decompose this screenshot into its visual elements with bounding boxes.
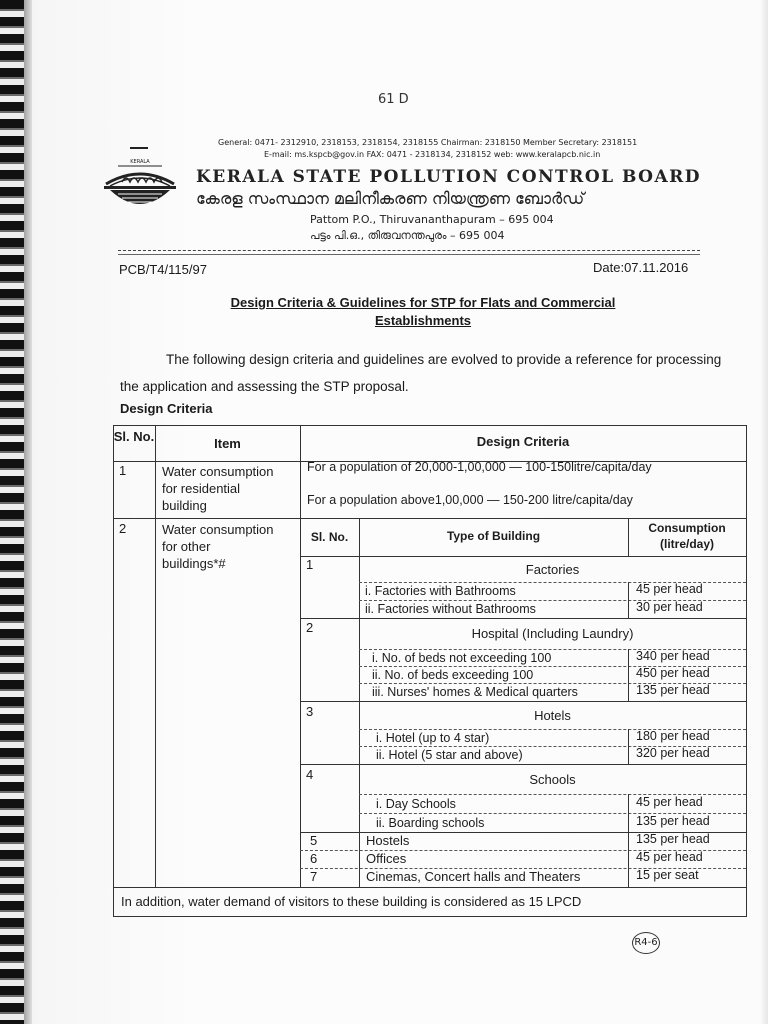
building-type: ii. Hotel (5 star and above): [376, 748, 523, 762]
row2-item: [162, 521, 274, 572]
consumption-value: 135 per head: [636, 814, 710, 828]
building-type: iii. Nurses' homes & Medical quarters: [372, 685, 578, 699]
sub-header-consumption-l1: Consumption: [648, 521, 726, 535]
building-type: ii. Factories without Bathrooms: [365, 602, 536, 616]
consumption-value: 450 per head: [636, 666, 710, 680]
row1-criteria-1: For a population of 20,000-1,00,000 — 100-150litre/capita/day: [307, 460, 652, 474]
contact-line-1: General: 0471- 2312910, 2318153, 2318154, 2318155 Chairman: 2318150 Member Secretary: 2318151: [218, 138, 638, 147]
row1-criteria-2: For a population above1,00,000 — 150-200 litre/capita/day: [307, 493, 633, 507]
consumption-value: 45 per head: [636, 850, 703, 864]
address-malayalam: പട്ടം പി.ഒ., തിരുവനന്തപുരം – 695 004: [310, 229, 505, 242]
row1-item: [162, 463, 274, 514]
logo-caption: KERALA: [130, 159, 150, 165]
page-mark: R4-6: [632, 932, 660, 954]
group-sl: 1: [306, 557, 314, 572]
building-type: Hostels: [366, 833, 410, 848]
group-name: Factories: [525, 562, 580, 577]
group-name: Schools: [529, 772, 576, 787]
consumption-value: 45 per head: [636, 582, 703, 596]
header-sl-no: Sl. No.: [113, 429, 155, 444]
building-type: ii. Boarding schools: [376, 816, 485, 830]
handwritten-note: 61 D: [378, 92, 409, 107]
group-sl: 2: [306, 620, 314, 635]
row2-sl: 2: [119, 521, 127, 536]
address-english: Pattom P.O., Thiruvananthapuram – 695 004: [310, 213, 554, 226]
section-heading: Design Criteria: [120, 401, 213, 416]
group-name: Hospital (Including Laundry): [471, 626, 634, 641]
sub-header-consumption: [628, 520, 746, 552]
row1-item-line: for residential: [162, 481, 241, 496]
consumption-value: 45 per head: [636, 795, 703, 809]
consumption-value: 135 per head: [636, 683, 710, 697]
row2-item-line: for other: [162, 539, 211, 554]
document-date: Date:07.11.2016: [593, 260, 689, 275]
building-type: i. Factories with Bathrooms: [365, 584, 516, 598]
sub-header-sl: Sl. No.: [310, 530, 349, 544]
building-type: Cinemas, Concert halls and Theaters: [366, 869, 581, 884]
building-type: Offices: [366, 851, 407, 866]
row2-item-line: Water consumption: [162, 522, 274, 537]
building-type: i. No. of beds not exceeding 100: [372, 651, 552, 665]
org-name-english: KERALA STATE POLLUTION CONTROL BOARD: [196, 167, 702, 187]
intro-paragraph: The following design criteria and guidelines are evolved to provide a reference for processing the application and assessing the STP proposal.: [120, 352, 722, 394]
building-type: i. Day Schools: [376, 797, 456, 811]
group-name: Hotels: [534, 708, 571, 723]
consumption-value: 180 per head: [636, 729, 710, 743]
consumption-value: 320 per head: [636, 746, 710, 760]
contact-line-2: E-mail: ms.kspcb@gov.in FAX: 0471 - 2318134, 2318152 web: www.keralapcb.nic.in: [264, 150, 601, 159]
row1-sl: 1: [119, 463, 127, 478]
reference-number: PCB/T4/115/97: [119, 262, 207, 277]
building-type: i. Hotel (up to 4 star): [376, 731, 490, 745]
sub-header-consumption-l2: (litre/day): [659, 537, 714, 551]
row2-item-line: buildings*#: [162, 556, 226, 571]
consumption-value: 340 per head: [636, 649, 710, 663]
consumption-value: 30 per head: [636, 600, 703, 614]
consumption-value: 135 per head: [636, 832, 710, 846]
group-sl: 3: [306, 704, 314, 719]
group-sl: 4: [306, 767, 314, 782]
org-name-malayalam: കേരള സംസ്ഥാന മലിനീകരണ നിയന്ത്രണ ബോർഡ്: [196, 189, 585, 208]
group-sl: 7: [310, 869, 318, 884]
header-item: Item: [214, 436, 241, 451]
building-type: ii. No. of beds exceeding 100: [372, 668, 534, 682]
row1-item-line: building: [162, 498, 207, 513]
title-line-2: Establishments: [374, 313, 472, 328]
group-sl: 5: [310, 833, 318, 848]
header-design-criteria: Design Criteria: [476, 434, 570, 449]
row1-item-line: Water consumption: [162, 464, 274, 479]
sub-header-type: Type of Building: [446, 529, 541, 543]
group-sl: 6: [310, 851, 318, 866]
title-line-1: Design Criteria & Guidelines for STP for Flats and Commercial: [230, 295, 616, 310]
table-footer-note: In addition, water demand of visitors to these building is considered as 15 LPCD: [121, 894, 582, 909]
consumption-value: 15 per seat: [636, 868, 699, 882]
